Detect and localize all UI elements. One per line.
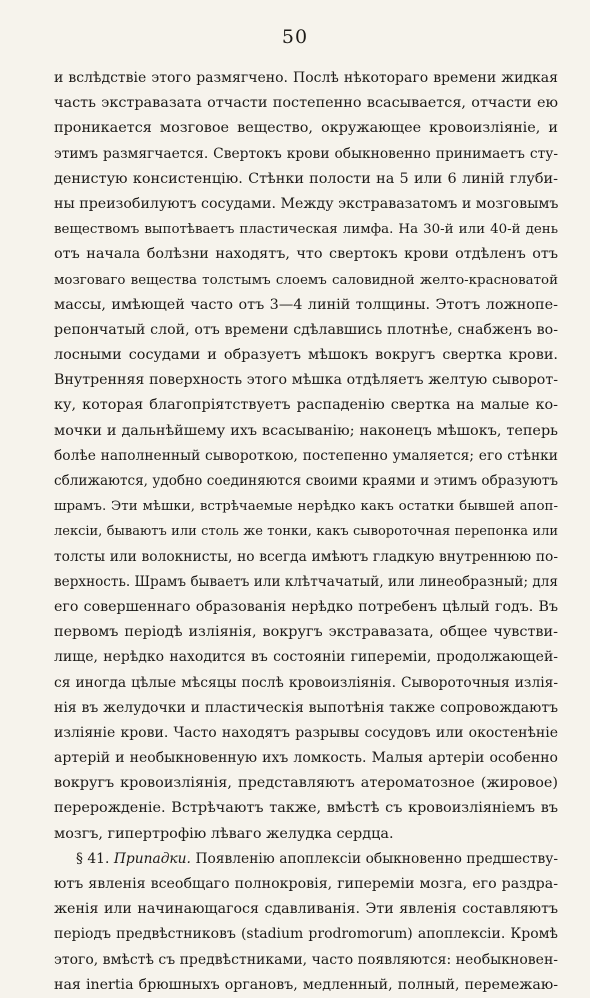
text-line: ны преизобилуютъ сосудами. Между экстравазатомъ и мозговымъ <box>54 195 558 212</box>
text-line: мозговаго вещества толстымъ слоемъ саловидной желто-красноватой <box>54 272 558 288</box>
text-line: лексіи, бываютъ или столь же тонки, какъ сывороточная перепонка или <box>54 524 558 540</box>
text-line: этимъ размягчается. Свертокъ крови обыкновенно принимаетъ сту- <box>54 145 558 162</box>
section-first-line <box>54 847 558 872</box>
text-line: шрамъ. Эти мѣшки, встрѣчаемые нерѣдко какъ остатки бывшей апоп- <box>54 499 558 515</box>
text-line: ся иногда цѣлые мѣсяцы послѣ кровоизліянія. Сывороточныя излія- <box>54 674 558 691</box>
text-line: мочки и дальнѣйшему ихъ всасыванію; наконецъ мѣшокъ, теперь <box>54 422 558 439</box>
text-line: ку, которая благопріятствуетъ распаденію свертка на малые ко- <box>54 397 558 414</box>
text-line: изліяніе крови. Часто находятъ разрывы сосудовъ или окостенѣніе <box>54 724 558 741</box>
text-line: сближаются, удобно соединяются своими краями и этимъ образуютъ <box>54 473 558 489</box>
text-line: Внутренняя поверхность этого мѣшка отдѣляетъ желтую сыворот- <box>54 372 558 389</box>
text-line: женія или начинающагося сдавливанія. Эти явленія составляютъ <box>54 901 558 918</box>
text-line: первомъ періодѣ изліянія, вокругъ экстравазата, общее чувстви- <box>54 624 558 641</box>
text-line: массы, имѣющей часто отъ 3—4 линій толщины. Этотъ ложнопе- <box>54 296 558 313</box>
section-text: Появленію апоплексіи обыкновенно предшеству- <box>195 850 558 867</box>
text-line: его совершеннагo образованія нерѣдко потребенъ цѣлый годъ. Въ <box>54 598 558 615</box>
text-line: ютъ явленія всеобщаго полнокровія, гипереміи мозга, его раздра- <box>54 876 558 892</box>
text-line: денистую консистенцію. Стѣнки полости на 5 или 6 линій глуби- <box>54 170 558 187</box>
text-line: нія въ желудочки и пластическія выпотѣнія также сопровождаютъ <box>54 699 558 716</box>
page-number: 50 <box>281 26 309 48</box>
text-line: перерожденіе. Встрѣчаютъ также, вмѣстѣ съ кровоизліяніемъ въ <box>54 800 558 817</box>
text-line: отъ начала болѣзни находятъ, что свертокъ крови отдѣленъ отъ <box>54 246 558 263</box>
text-line: мозгъ, гипертрофію лѣваго желудка сердца. <box>54 825 394 842</box>
text-line: толсты или волокнисты, но всегда имѣютъ гладкую внутреннюю по- <box>54 548 558 565</box>
text-line: веществомъ выпотѣваетъ пластическая лимфа. На 30-й или 40-й день <box>54 222 558 238</box>
body-text <box>54 66 558 998</box>
text-line: верхность. Шрамъ бываетъ или клѣтчачатый, или линеобразный; для <box>54 573 558 590</box>
text-line: вокругъ кровоизліянія, представляютъ атероматозное (жировое) <box>54 775 558 792</box>
text-line: проникается мозговое вещество, окружающее кровоизліяніе, и <box>54 120 558 137</box>
text-line: болѣе наполненный сывороткою, постепенно умаляется; его стѣнки <box>54 447 558 464</box>
section-number: § 41. <box>76 850 110 867</box>
text-line: періодъ предвѣстниковъ (stadium prodromorum) апоплексіи. Кромѣ <box>54 926 558 943</box>
text-line: ная inertia брюшныхъ органовъ, медленный, полный, перемежаю- <box>54 976 558 993</box>
text-line: артерій и необыкновенную ихъ ломкость. Малыя артеріи особенно <box>54 750 558 767</box>
text-line: и вслѣдствіе этого размягчено. Послѣ нѣкотораго времени жидкая <box>54 70 558 86</box>
section-heading: Припадки. <box>113 850 191 867</box>
text-line: часть экстравазата отчасти постепенно всасывается, отчасти ею <box>54 95 558 112</box>
text-line: лище, нерѣдко находится въ состояніи гипереміи, продолжающей- <box>54 649 558 666</box>
text-line: этого, вмѣстѣ съ предвѣстниками, часто появляются: необыкновен- <box>54 951 558 968</box>
text-line: лосными сосудами и образуетъ мѣшокъ вокругъ свертка крови. <box>54 347 558 364</box>
text-line: репончатый слой, отъ времени сдѣлавшись плотнѣе, снабженъ во- <box>54 321 558 338</box>
